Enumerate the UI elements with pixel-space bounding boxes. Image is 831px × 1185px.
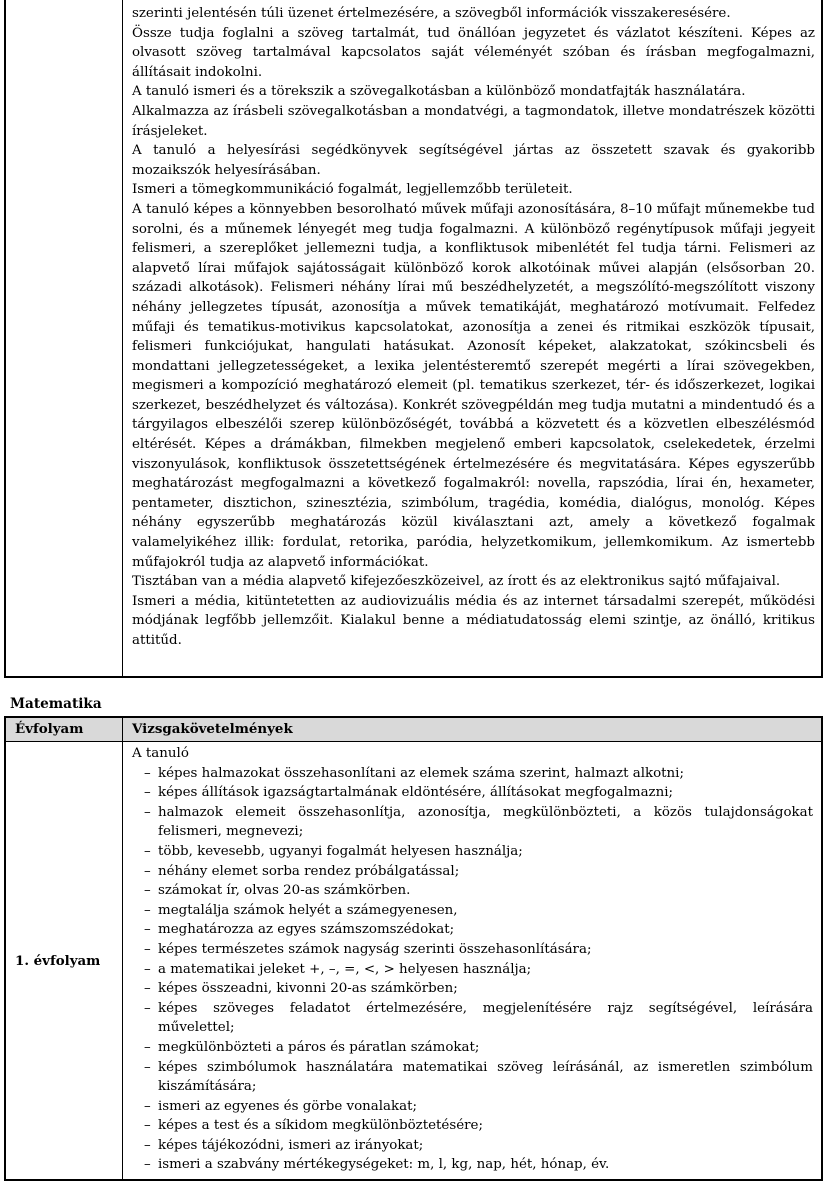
section-heading: Matematika <box>10 696 102 712</box>
grade-label: 1. évfolyam <box>15 953 101 969</box>
requirement-paragraph: Ismeri a média, kitüntetetten az audiovizuális média és az internet társadalmi szerepét, működési módjának legfőbb jellemzőit. Kialakul benne a médiatudatosság elemi szintje, az önálló, kritikus attitűd. <box>132 593 815 648</box>
grade-column <box>6 0 123 676</box>
list-item: – néhány elemet sorba rendez próbálgatással; <box>132 862 813 882</box>
requirements-cell <box>132 4 815 651</box>
list-intro: A tanuló <box>132 746 189 761</box>
requirement-paragraph: A tanuló ismeri és a törekszik a szövegalkotásban a különböző mondatfajták használatára. <box>132 84 746 100</box>
requirement-paragraph: A tanuló képes a könnyebben besorolható művek műfaji azonosítására, 8–10 műfajt műnemekbe tud sorolni, és a műnemek lényegét meg tudja fogalmazni. A különböző regénytípusok műfaji jegyeit felismeri, a szereplőket jellemezni tudja, a konfliktusok mibenlétét fel tudja tárni. Felismeri az alapvető lírai műfajok sajátosságait különböző korok alkotóinak művei alapján (elsősorban 20. századi alkotások). Felismeri néhány lírai mű beszédhelyzetét, a megszólító-megszólított viszony néhány jellegzetes típusát, azonosítja a művek tematikáját, meghatározó motívumait. Felfedez műfaji és tematikus-motivikus kapcsolatokat, azonosítja a zenei és ritmikai eszközök típusait, felismeri funkciójukat, hangulati hatásukat. Azonosít képeket, alakzatokat, szókincsbeli és mondattani jellegzetességeket, a lexika jelentésteremtő szerepét megérti a lírai szövegekben, megismeri a kompozíció meghatározó elemeit (pl. tematikus szerkezet, tér- és időszerkezet, logikai szerkezet, beszédhelyzet és változása). Konkrét szövegpéldán meg tudja mutatni a mindentudó és a tárgyilagos elbeszélői szerep különbözőségét, továbbá a közvetett és a közvetlen elbeszélésmód eltérését. Képes a drámákban, filmekben megjelenő emberi kapcsolatok, cselekedetek, érzelmi viszonyulások, konfliktusok összetettségének értelmezésére és megvitatására. Képes egyszerűbb meghatározást megfogalmazni a következő fogalmakról: novella, rapszódia, lírai én, hexameter, pentameter, disztichon, szinesztézia, szimbólum, tragédia, komédia, dialógus, monológ. Képes néhány egyszerűbb meghatározás közül kiválasztani azt, amely a következő fogalmak valamelyikéhez illik: fordulat, retorika, paródia, helyzetkomikum, jellemkomikum. Az ismertebb műfajokról tudja az alapvető információkat. <box>132 201 815 570</box>
list-item: – halmazok elemeit összehasonlítja, azonosítja, megkülönbözteti, a közös tulajdonságokat felismeri, megnevezi; <box>132 803 813 842</box>
list-item: – képes természetes számok nagyság szerinti összehasonlítására; <box>132 940 813 960</box>
list-item: – képes a test és a síkidom megkülönböztetésére; <box>132 1116 813 1136</box>
column-divider <box>122 718 123 1179</box>
math-requirements-table <box>4 716 823 1181</box>
requirement-paragraph: Össze tudja foglalni a szöveg tartalmát, tud önállóan jegyzetet és vázlatot készíteni. Képes az olvasott szöveg tartalmával kapcsolatos saját véleményét szóban és írásban megfogalmazni, állításait indokolni. <box>132 25 815 80</box>
literature-requirements-table <box>4 0 823 678</box>
list-item: – megkülönbözteti a páros és páratlan számokat; <box>132 1038 813 1058</box>
requirement-paragraph: Tisztában van a média alapvető kifejezőeszközeivel, az írott és az elektronikus sajtó műfajaival. <box>132 574 781 590</box>
requirements-column-header: Vizsgakövetelmények <box>132 721 293 737</box>
list-item: – képes összeadni, kivonni 20-as számkörben; <box>132 979 813 999</box>
requirements-cell <box>132 744 813 1175</box>
requirements-list <box>132 764 813 1175</box>
table-header-row <box>6 718 821 742</box>
list-item: – képes tájékozódni, ismeri az irányokat; <box>132 1136 813 1156</box>
requirement-paragraph: A tanuló a helyesírási segédkönyvek segítségével jártas az összetett szavak és gyakoribb mozaikszók helyesírásában. <box>132 143 815 178</box>
grade-column-header: Évfolyam <box>15 721 84 737</box>
list-item: – képes szimbólumok használatára matematikai szöveg leírásánál, az ismeretlen szimbólum kiszámítására; <box>132 1058 813 1097</box>
list-item: – ismeri az egyenes és görbe vonalakat; <box>132 1097 813 1117</box>
requirement-paragraph: Ismeri a tömegkommunikáció fogalmát, legjellemzőbb területeit. <box>132 182 573 198</box>
list-item: – a matematikai jeleket +, –, =, <, > helyesen használja; <box>132 960 813 980</box>
list-item: – képes állítások igazságtartalmának eldöntésére, állításokat megfogalmazni; <box>132 783 813 803</box>
list-item: – képes halmazokat összehasonlítani az elemek száma szerint, halmazt alkotni; <box>132 764 813 784</box>
requirement-paragraph: Alkalmazza az írásbeli szövegalkotásban a mondatvégi, a tagmondatok, illetve mondatrészek közötti írásjeleket. <box>132 103 815 139</box>
list-item: – számokat ír, olvas 20-as számkörben. <box>132 881 813 901</box>
list-item: – ismeri a szabvány mértékegységeket: m, l, kg, nap, hét, hónap, év. <box>132 1155 813 1175</box>
list-item: – több, kevesebb, ugyanyi fogalmát helyesen használja; <box>132 842 813 862</box>
list-item: – képes szöveges feladatot értelmezésére, megjelenítésére rajz segítségével, leírására művelettel; <box>132 999 813 1038</box>
list-item: – meghatározza az egyes számszomszédokat; <box>132 920 813 940</box>
list-item: – megtalálja számok helyét a számegyenesen, <box>132 901 813 921</box>
requirement-paragraph: szerinti jelentésén túli üzenet értelmezésére, a szövegből információk visszakeresésére. <box>132 6 731 21</box>
